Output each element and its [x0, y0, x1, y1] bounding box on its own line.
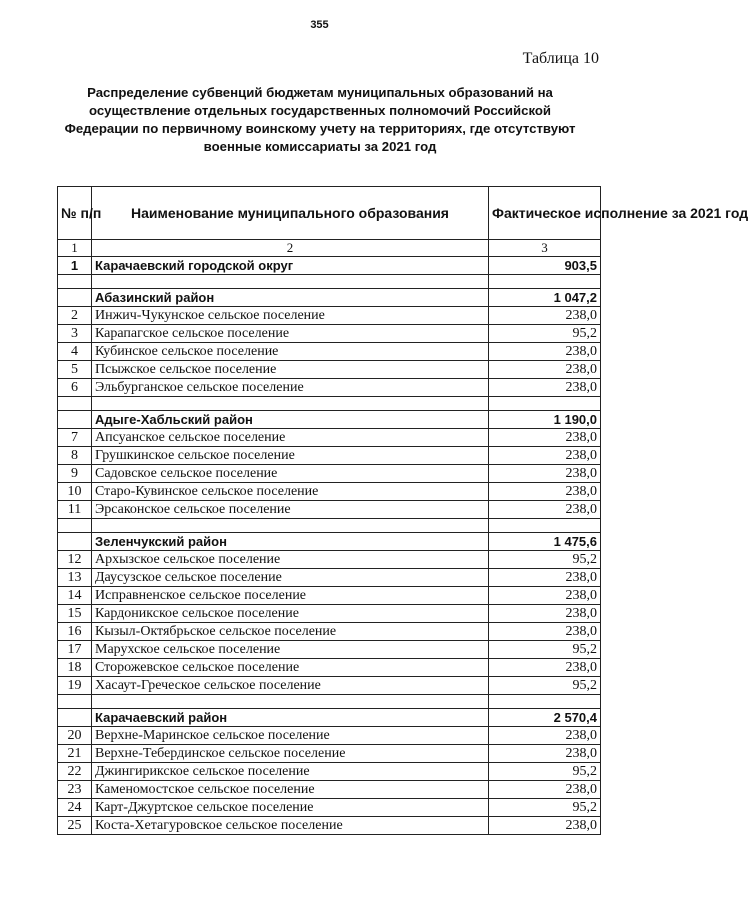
- municipality-name: Даусузское сельское поселение: [92, 569, 489, 587]
- empty-cell: [489, 519, 601, 533]
- row-number: 11: [58, 501, 92, 519]
- row-number: 9: [58, 465, 92, 483]
- municipality-name: Верхне-Тебердинское сельское поселение: [92, 745, 489, 763]
- municipality-name: Эльбурганское сельское поселение: [92, 379, 489, 397]
- amount: 238,0: [489, 307, 601, 325]
- amount: 95,2: [489, 641, 601, 659]
- table-row: [58, 569, 601, 587]
- amount: 238,0: [489, 447, 601, 465]
- amount: 238,0: [489, 605, 601, 623]
- amount: 1 047,2: [489, 289, 601, 307]
- row-number: 15: [58, 605, 92, 623]
- table-body: [58, 257, 601, 835]
- header-number: № п/п: [58, 187, 92, 240]
- amount: 238,0: [489, 429, 601, 447]
- municipality-name: Кызыл-Октябрьское сельское поселение: [92, 623, 489, 641]
- amount: 903,5: [489, 257, 601, 275]
- amount: 238,0: [489, 817, 601, 835]
- title-line: Распределение субвенций бюджетам муниципальных образований на: [87, 85, 553, 100]
- header-municipality: Наименование муниципального образования: [92, 187, 489, 240]
- amount: 238,0: [489, 781, 601, 799]
- empty-cell: [92, 397, 489, 411]
- row-number: [58, 709, 92, 727]
- amount: 238,0: [489, 623, 601, 641]
- municipality-name: Эрсаконское сельское поселение: [92, 501, 489, 519]
- row-number: 1: [58, 257, 92, 275]
- row-number: 24: [58, 799, 92, 817]
- row-number: 4: [58, 343, 92, 361]
- empty-cell: [58, 519, 92, 533]
- amount: 238,0: [489, 587, 601, 605]
- municipality-name: Карапагское сельское поселение: [92, 325, 489, 343]
- table-row: [58, 361, 601, 379]
- municipality-name: Карачаевский район: [92, 709, 489, 727]
- table-row: [58, 781, 601, 799]
- row-number: [58, 411, 92, 429]
- table-row: [58, 799, 601, 817]
- title-line: осуществление отдельных государственных полномочий Российской: [88, 103, 552, 118]
- empty-cell: [92, 695, 489, 709]
- municipality-name: Карт-Джуртское сельское поселение: [92, 799, 489, 817]
- table-label: Таблица 10: [522, 50, 599, 67]
- amount: 238,0: [489, 379, 601, 397]
- municipality-name: Абазинский район: [92, 289, 489, 307]
- row-number: 12: [58, 551, 92, 569]
- municipality-name: Кубинское сельское поселение: [92, 343, 489, 361]
- row-number: 8: [58, 447, 92, 465]
- empty-cell: [58, 695, 92, 709]
- row-number: 3: [58, 325, 92, 343]
- row-number: 22: [58, 763, 92, 781]
- table-row: [58, 587, 601, 605]
- empty-cell: [489, 695, 601, 709]
- empty-cell: [489, 397, 601, 411]
- row-number: 18: [58, 659, 92, 677]
- municipality-name: Карачаевский городской округ: [92, 257, 489, 275]
- table-row: [58, 429, 601, 447]
- municipality-name: Апсуанское сельское поселение: [92, 429, 489, 447]
- municipality-name: Зеленчукский район: [92, 533, 489, 551]
- subventions-table: [57, 186, 748, 835]
- row-number: 23: [58, 781, 92, 799]
- amount: 238,0: [489, 745, 601, 763]
- spacer-row: [58, 275, 601, 289]
- municipality-name: Грушкинское сельское поселение: [92, 447, 489, 465]
- municipality-name: Джингирикское сельское поселение: [92, 763, 489, 781]
- document-title: [40, 84, 600, 156]
- spacer-row: [58, 397, 601, 411]
- table-row: [58, 817, 601, 835]
- table-row: [58, 551, 601, 569]
- amount: 1 475,6: [489, 533, 601, 551]
- table-row: [58, 447, 601, 465]
- municipality-name: Садовское сельское поселение: [92, 465, 489, 483]
- table-row: [58, 641, 601, 659]
- municipality-name: Исправненское сельское поселение: [92, 587, 489, 605]
- table-row: [58, 379, 601, 397]
- row-number: 13: [58, 569, 92, 587]
- table-row: [58, 745, 601, 763]
- empty-cell: [489, 275, 601, 289]
- amount: 238,0: [489, 569, 601, 587]
- empty-cell: [58, 397, 92, 411]
- municipality-name: Псыжское сельское поселение: [92, 361, 489, 379]
- page-number: 355: [310, 19, 329, 31]
- empty-cell: [92, 519, 489, 533]
- table-row: [58, 307, 601, 325]
- district-total-row: [58, 533, 601, 551]
- row-number: 7: [58, 429, 92, 447]
- district-total-row: [58, 709, 601, 727]
- row-number: 6: [58, 379, 92, 397]
- amount: 95,2: [489, 677, 601, 695]
- municipality-name: Инжич-Чукунское сельское поселение: [92, 307, 489, 325]
- row-number: 16: [58, 623, 92, 641]
- row-number: 17: [58, 641, 92, 659]
- district-total-row: [58, 411, 601, 429]
- column-number: 3: [489, 240, 601, 257]
- header-actual-execution: Фактическое исполнение за 2021 год: [489, 187, 601, 240]
- row-number: 5: [58, 361, 92, 379]
- row-number: 25: [58, 817, 92, 835]
- column-number: 1: [58, 240, 92, 257]
- table-row: [58, 343, 601, 361]
- amount: 238,0: [489, 465, 601, 483]
- amount: 95,2: [489, 325, 601, 343]
- table-header-row: [58, 187, 601, 240]
- table-row: [58, 677, 601, 695]
- column-numbers-row: [58, 240, 601, 257]
- municipality-name: Кардоникское сельское поселение: [92, 605, 489, 623]
- empty-cell: [92, 275, 489, 289]
- row-number: 20: [58, 727, 92, 745]
- table-row: [58, 727, 601, 745]
- amount: 95,2: [489, 763, 601, 781]
- amount: 238,0: [489, 343, 601, 361]
- amount: 2 570,4: [489, 709, 601, 727]
- column-number: 2: [92, 240, 489, 257]
- municipality-name: Коста-Хетагуровское сельское поселение: [92, 817, 489, 835]
- row-number: 14: [58, 587, 92, 605]
- municipality-name: Хасаут-Греческое сельское поселение: [92, 677, 489, 695]
- municipality-name: Старо-Кувинское сельское поселение: [92, 483, 489, 501]
- municipality-name: Каменомостское сельское поселение: [92, 781, 489, 799]
- amount: 95,2: [489, 799, 601, 817]
- amount: 238,0: [489, 501, 601, 519]
- table-row: [58, 605, 601, 623]
- amount: 238,0: [489, 659, 601, 677]
- municipality-name: Адыге-Хабльский район: [92, 411, 489, 429]
- title-line: Федерации по первичному воинскому учету на территориях, где отсутствуют: [64, 121, 576, 136]
- municipality-name: Сторожевское сельское поселение: [92, 659, 489, 677]
- table-row: [58, 763, 601, 781]
- amount: 238,0: [489, 361, 601, 379]
- title-line: военные комиссариаты за 2021 год: [203, 139, 437, 154]
- spacer-row: [58, 695, 601, 709]
- district-total-row: [58, 289, 601, 307]
- row-number: 19: [58, 677, 92, 695]
- table-row: [58, 659, 601, 677]
- municipality-name: Архызское сельское поселение: [92, 551, 489, 569]
- table-row: [58, 483, 601, 501]
- row-number: 21: [58, 745, 92, 763]
- amount: 238,0: [489, 727, 601, 745]
- row-number: 2: [58, 307, 92, 325]
- row-number: 10: [58, 483, 92, 501]
- spacer-row: [58, 519, 601, 533]
- row-number: [58, 533, 92, 551]
- table-row: [58, 501, 601, 519]
- table-row: [58, 623, 601, 641]
- amount: 1 190,0: [489, 411, 601, 429]
- empty-cell: [58, 275, 92, 289]
- table-row: [58, 325, 601, 343]
- row-number: [58, 289, 92, 307]
- municipality-name: Марухское сельское поселение: [92, 641, 489, 659]
- amount: 95,2: [489, 551, 601, 569]
- district-total-row: [58, 257, 601, 275]
- table-row: [58, 465, 601, 483]
- municipality-name: Верхне-Маринское сельское поселение: [92, 727, 489, 745]
- amount: 238,0: [489, 483, 601, 501]
